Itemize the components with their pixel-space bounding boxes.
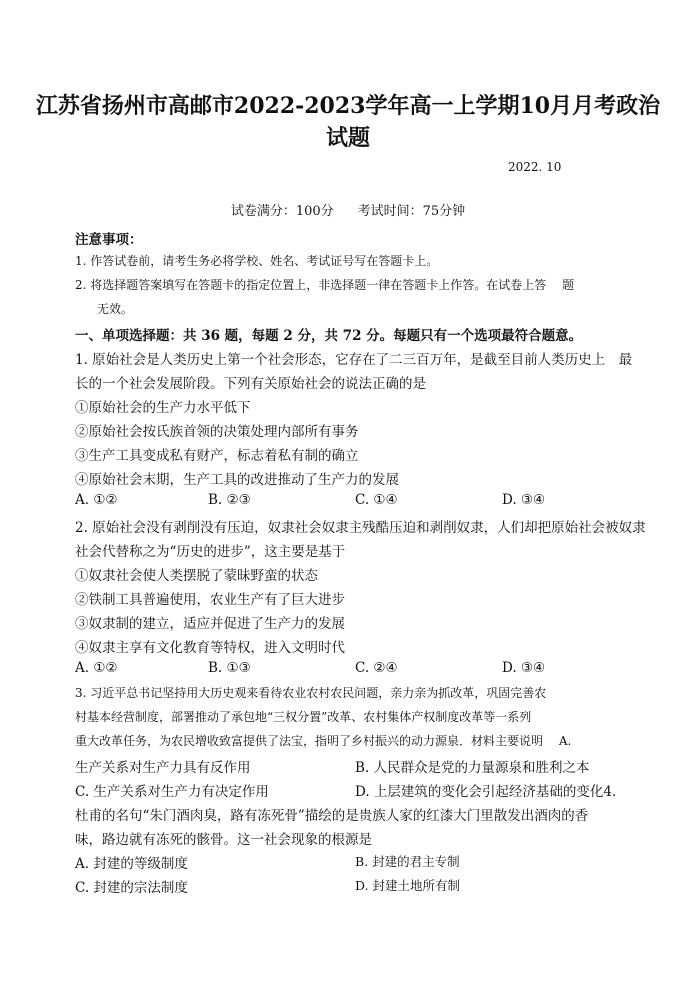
question-item: ④奴隶主享有文化教育等特权，进入文明时代 xyxy=(75,640,345,656)
notice-heading: 注意事项： xyxy=(75,232,143,248)
section-heading: 一、单项选择题：共 36 题，每题 2 分，共 72 分。每题只有一个选项最符合题意。 xyxy=(75,328,583,344)
question-stem: 社会代替称之为“历史的进步”，这主要是基于 xyxy=(75,544,346,560)
option-d: D. ③④ xyxy=(502,492,546,508)
exam-date: 2022. 10 xyxy=(508,160,562,174)
option-c: C. ②④ xyxy=(355,660,398,676)
option-b: B. ①③ xyxy=(208,660,251,676)
question-stem: 长的一个社会发展阶段。下列有关原始社会的说法正确的是 xyxy=(75,376,426,392)
option-b: B. 封建的君主专制 xyxy=(355,854,460,869)
page-title-continued: 试题 xyxy=(325,125,370,151)
question-stem: 1. 原始社会是人类历史上第一个社会形态，它存在了二三百万年，是截至目前人类历史上 最 xyxy=(75,352,633,368)
exam-time: 考试时间：75分钟 xyxy=(357,204,466,219)
question-stem: 味，路边就有冻死的骸骨。这一社会现象的根源是 xyxy=(75,832,372,848)
question-item: ②原始社会按氏族首领的决策处理内部所有事务 xyxy=(75,424,359,440)
question-item: ②铁制工具普遍使用，农业生产有了巨大进步 xyxy=(75,592,345,608)
question-item: ③奴隶制的建立，适应并促进了生产力的发展 xyxy=(75,616,345,632)
option-a: A. ①② xyxy=(75,660,118,676)
page-title: 江苏省扬州市高邮市2022-2023学年高一上学期10月月考政治 xyxy=(35,93,661,119)
question-stem: 杜甫的名句“朱门酒肉臭，路有冻死骨”描绘的是贵族人家的红漆大门里散发出酒肉的香 xyxy=(75,808,589,824)
question-stem: 重大改革任务，为农民增收致富提供了法宝，指明了乡村振兴的动力源泉．材料主要说明 A. xyxy=(75,734,572,748)
option-c: C. ①④ xyxy=(355,492,398,508)
notice-item: 2. 将选择题答案填写在答题卡的指定位置上，非选择题一律在答题卡上作答。在试卷上答 题 xyxy=(75,278,575,292)
exam-info xyxy=(0,200,696,219)
option-b: B. 人民群众是党的力量源泉和胜利之本 xyxy=(355,760,590,776)
question-item: ①原始社会的生产力水平低下 xyxy=(75,400,251,416)
question-item: ④原始社会末期，生产工具的改进推动了生产力的发展 xyxy=(75,472,399,488)
question-item: ③生产工具变成私有财产，标志着私有制的确立 xyxy=(75,448,359,464)
question-item: ①奴隶社会使人类摆脱了蒙昧野蛮的状态 xyxy=(75,568,318,584)
notice-item: 无效。 xyxy=(97,302,134,316)
full-score: 试卷满分：100分 xyxy=(230,204,334,219)
option-c: C. 生产关系对生产力有决定作用 xyxy=(75,784,269,800)
notice-item: 1. 作答试卷前，请考生务必将学校、姓名、考试证号写在答题卡上。 xyxy=(75,254,439,268)
option-a: 生产关系对生产力具有反作用 xyxy=(75,760,251,776)
option-d: D. ③④ xyxy=(502,660,546,676)
option-a: A. 封建的等级制度 xyxy=(75,856,188,872)
question-stem: 2. 原始社会没有剥削没有压迫，奴隶社会奴隶主残酷压迫和剥削奴隶，人们却把原始社会被奴隶 xyxy=(75,520,646,536)
question-stem: 3. 习近平总书记坚持用大历史观来看待农业农村农民问题，亲力亲为抓改革，巩固完善农 xyxy=(75,686,547,700)
option-d: D. 上层建筑的变化会引起经济基础的变化4. xyxy=(355,784,617,800)
question-stem: 村基本经营制度，部署推动了承包地“三权分置”改革、农村集体产权制度改革等一系列 xyxy=(75,710,532,724)
option-c: C. 封建的宗法制度 xyxy=(75,880,188,896)
option-d: D. 封建土地所有制 xyxy=(355,878,461,893)
option-a: A. ①② xyxy=(75,492,118,508)
option-b: B. ②③ xyxy=(208,492,251,508)
